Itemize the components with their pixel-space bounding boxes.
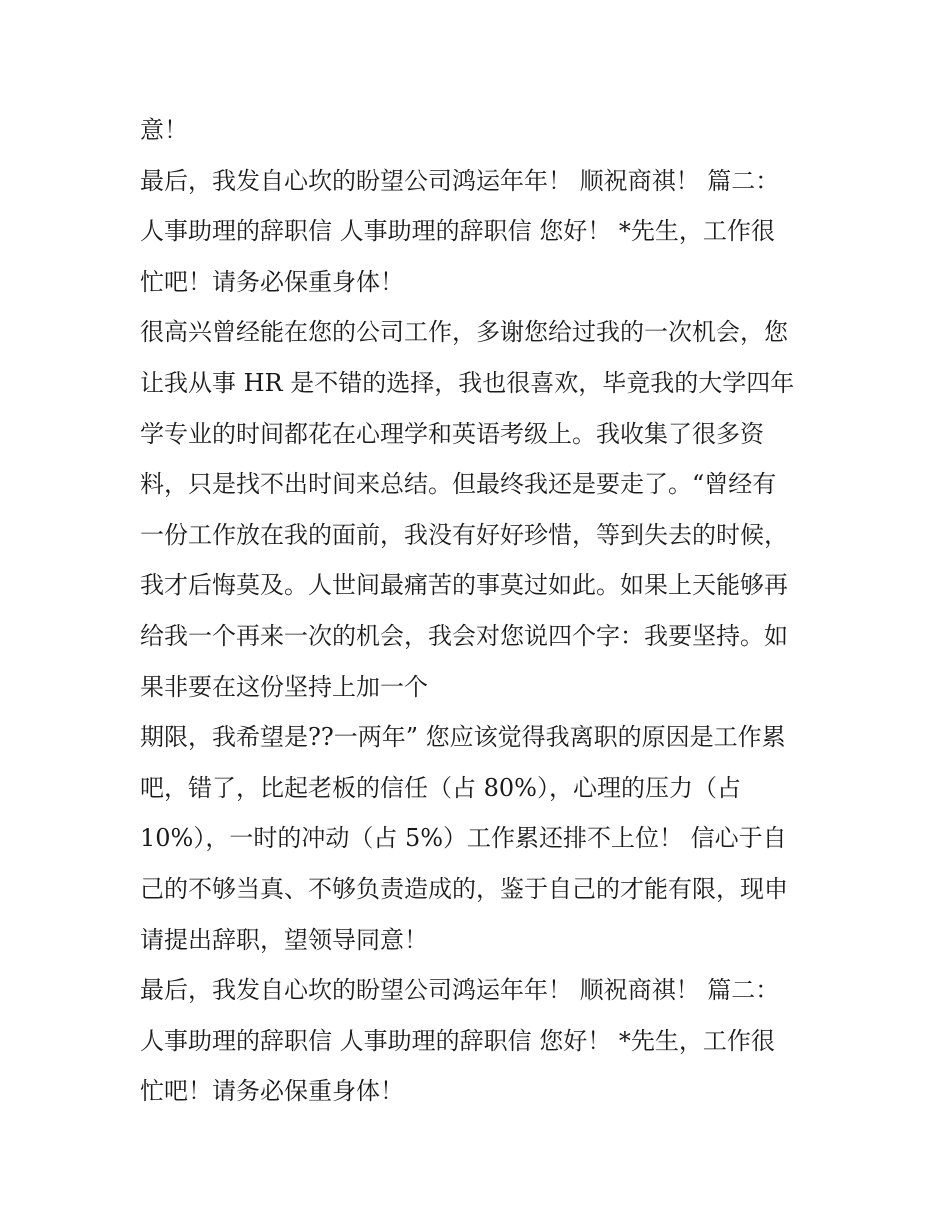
text-line: 果非要在这份坚持上加一个: [140, 672, 428, 701]
text-line: 让我从事 HR 是不错的选择，我也很喜欢，毕竟我的大学四年: [140, 368, 795, 397]
text-line: 最后，我发自心坎的盼望公司鸿运年年！ 顺祝商祺！ 篇二：: [140, 166, 780, 195]
text-line: 请提出辞职，望领导同意！: [140, 925, 428, 954]
text-line: 最后，我发自心坎的盼望公司鸿运年年！ 顺祝商祺！ 篇二：: [140, 976, 780, 1005]
text-line: 人事助理的辞职信 人事助理的辞职信 您好！ *先生，工作很: [140, 1026, 775, 1055]
text-line: 很高兴曾经能在您的公司工作，多谢您给过我的一次机会，您: [140, 318, 788, 347]
body-text: [140, 105, 820, 1117]
text-line: 10%），一时的冲动（占 5%）工作累还排不上位！ 信心于自: [140, 824, 787, 853]
text-line: 吧，错了，比起老板的信任（占 80%），心理的压力（占: [140, 773, 741, 802]
text-line: 给我一个再来一次的机会，我会对您说四个字：我要坚持。如: [140, 621, 788, 650]
text-line: 我才后悔莫及。人世间最痛苦的事莫过如此。如果上天能够再: [140, 571, 788, 600]
text-line: 学专业的时间都花在心理学和英语考级上。我收集了很多资: [140, 419, 764, 448]
text-line: 忙吧！请务必保重身体！: [140, 267, 404, 296]
text-line: 一份工作放在我的面前，我没有好好珍惜，等到失去的时候，: [140, 520, 788, 549]
text-line: 己的不够当真、不够负责造成的，鉴于自己的才能有限，现申: [140, 874, 788, 903]
text-line: 期限，我希望是??一两年” 您应该觉得我离职的原因是工作累: [140, 723, 786, 752]
text-line: 料，只是找不出时间来总结。但最终我还是要走了。“曾经有: [140, 470, 777, 499]
text-line: 忙吧！请务必保重身体！: [140, 1077, 404, 1106]
text-line: 人事助理的辞职信 人事助理的辞职信 您好！ *先生，工作很: [140, 217, 775, 246]
text-line: 意！: [140, 116, 188, 144]
